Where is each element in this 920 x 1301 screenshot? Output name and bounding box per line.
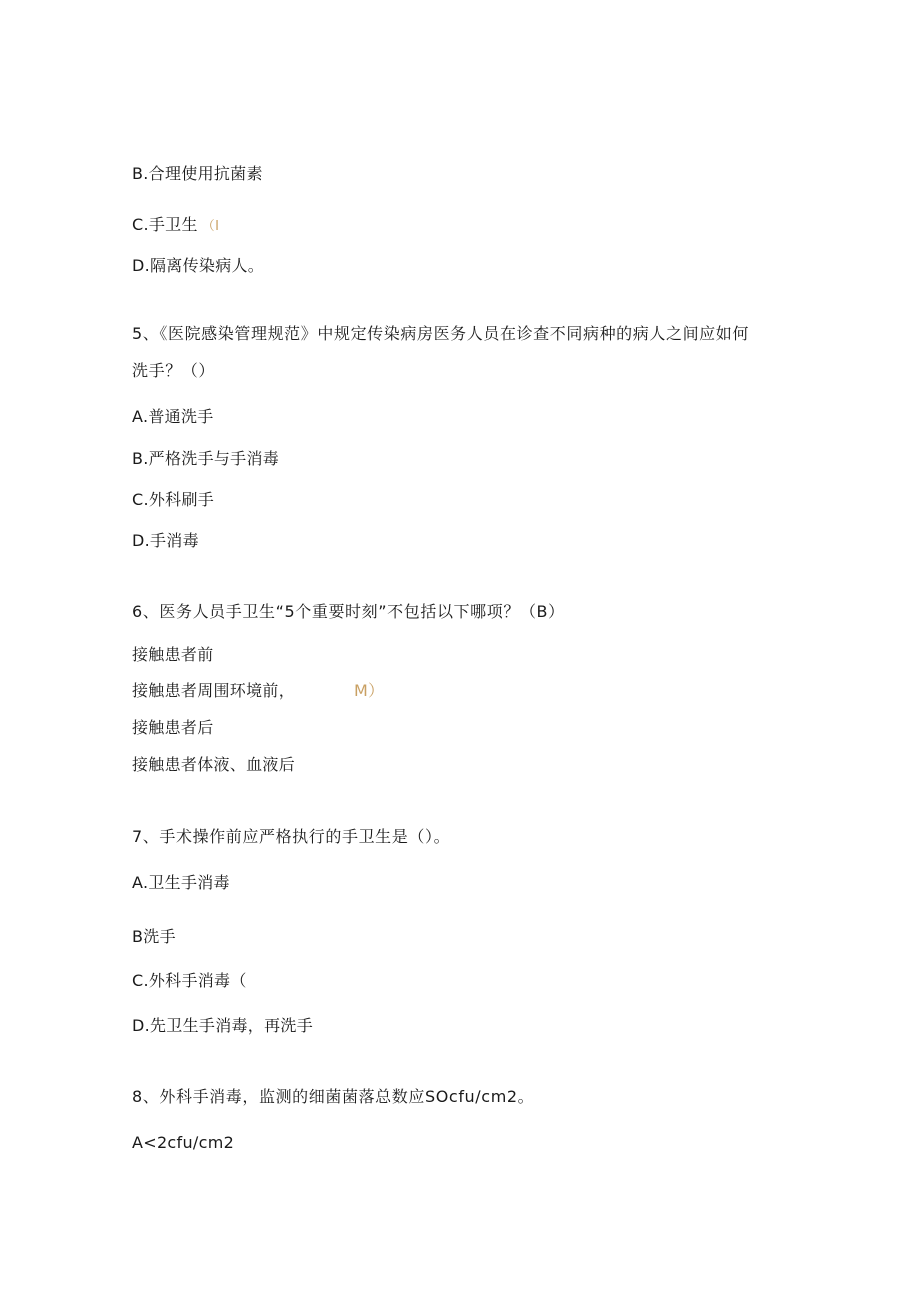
option-text: A.普通洗手 — [132, 407, 214, 426]
question-5-option-c — [132, 490, 214, 510]
option-d-isolation — [132, 256, 264, 276]
question-5-option-a — [132, 407, 214, 427]
option-text: D.隔离传染病人。 — [132, 256, 265, 275]
option-text: D.手消毒 — [132, 531, 199, 550]
question-6-item-3 — [132, 718, 214, 738]
question-text: 6、医务人员手卫生“5个重要时刻”不包括以下哪项？（B） — [132, 602, 565, 621]
option-text: B.合理使用抗菌素 — [132, 164, 263, 183]
option-text: C.外科刷手 — [132, 490, 215, 509]
option-c-hand-hygiene — [132, 215, 219, 237]
annotation-mark: （I — [201, 219, 220, 234]
question-6-item-4 — [132, 755, 295, 775]
question-5-option-d — [132, 531, 199, 551]
question-7-option-d — [132, 1016, 313, 1036]
question-7-option-c — [132, 971, 247, 991]
option-text: C.手卫生 — [132, 215, 198, 234]
annotation-mark: M） — [354, 681, 385, 700]
question-text: 7、手术操作前应严格执行的手卫生是（）。 — [132, 827, 451, 846]
question-8-option-a — [132, 1133, 234, 1153]
question-7-stem — [132, 827, 450, 847]
option-text: B.严格洗手与手消毒 — [132, 449, 280, 468]
question-7-option-a — [132, 873, 230, 893]
question-6-item-2 — [132, 681, 392, 701]
question-5-option-b — [132, 449, 279, 469]
question-text: 洗手？（） — [132, 361, 216, 380]
option-text: 接触患者前 — [132, 645, 214, 664]
question-6-item-1 — [132, 645, 214, 665]
option-text: 接触患者周围环境前， — [132, 681, 296, 700]
option-text: D.先卫生手消毒，再洗手 — [132, 1016, 314, 1035]
question-5-stem — [132, 324, 749, 344]
question-text: 5、《医院感染管理规范》中规定传染病房医务人员在诊查不同病种的病人之间应如何 — [132, 324, 749, 343]
option-text: A.卫生手消毒 — [132, 873, 230, 892]
option-b-antibiotics — [132, 164, 263, 184]
question-6-stem — [132, 602, 565, 622]
option-text: B洗手 — [132, 927, 176, 946]
question-text: 8、外科手消毒，监测的细菌菌落总数应SOcfu∕cm2。 — [132, 1087, 535, 1106]
option-text: C.外科手消毒（ — [132, 971, 247, 990]
option-text: 接触患者体液、血液后 — [132, 755, 296, 774]
question-8-stem — [132, 1087, 534, 1107]
question-5-stem-cont — [132, 361, 215, 381]
option-text: 接触患者后 — [132, 718, 214, 737]
question-7-option-b — [132, 927, 176, 947]
option-text: A<2cfu∕cm2 — [132, 1133, 235, 1152]
